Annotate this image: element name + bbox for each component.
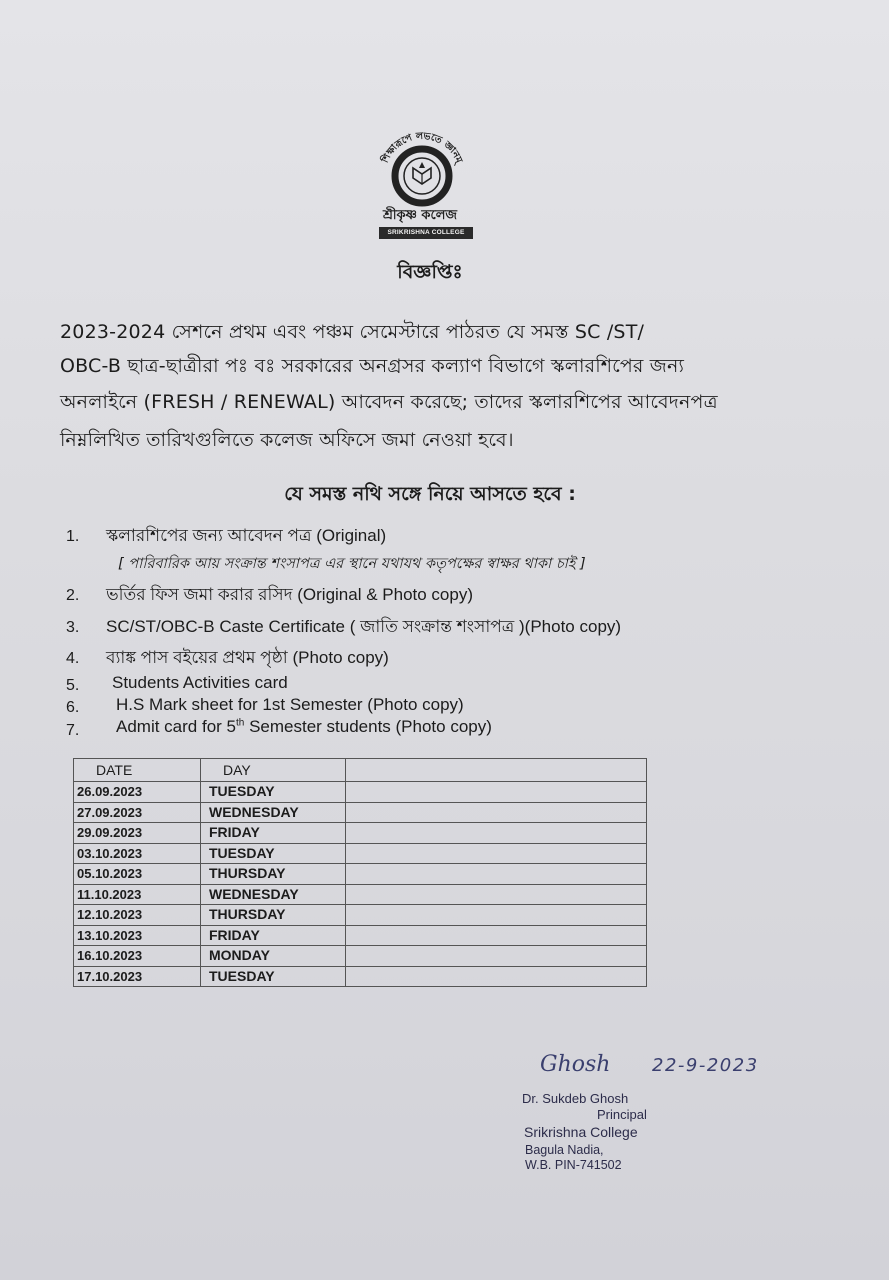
list-item-text-part: Admit card for 5 (116, 717, 236, 736)
list-item (66, 695, 464, 717)
signatory-institution: Srikrishna College (524, 1124, 638, 1140)
list-item (66, 585, 473, 605)
signatory-designation: Principal (597, 1107, 647, 1122)
signatory-pin: W.B. PIN-741502 (525, 1158, 622, 1172)
list-item (66, 617, 622, 637)
table-cell-date: 26.09.2023 (74, 782, 201, 803)
table-row (74, 864, 647, 885)
table-cell-day: FRIDAY (201, 925, 346, 946)
list-item-text: ভর্তির ফিস জমা করার রসিদ (Original & Photo copy) (106, 585, 473, 604)
list-item (66, 673, 288, 695)
list-item (66, 648, 389, 668)
notice-paragraph-line: নিম্নলিখিত তারিখগুলিতে কলেজ অফিসে জমা নেওয়া হবে। (60, 429, 514, 451)
table-row (74, 823, 647, 844)
list-item-number: 2. (66, 587, 80, 604)
list-item-text: স্কলারশিপের জন্য আবেদন পত্র (Original) (106, 526, 387, 545)
table-cell-blank (346, 884, 647, 905)
list-item-text: Students Activities card (112, 673, 288, 692)
table-cell-date: 17.10.2023 (74, 966, 201, 987)
list-item-number: 3. (66, 619, 80, 636)
list-item-text (116, 717, 492, 737)
table-cell-blank (346, 864, 647, 885)
notice-paragraph-line: 2023-2024 সেশনে প্রথম এবং পঞ্চম সেমেস্টারে পাঠরত যে সমস্ত SC /ST/ (60, 321, 645, 343)
table-row (74, 905, 647, 926)
notice-paragraph-line: OBC-B ছাত্র-ছাত্রীরা পঃ বঃ সরকারের অনগ্রসর কল্যাণ বিভাগে স্কলারশিপের জন্য (60, 355, 685, 377)
table-cell-date: 11.10.2023 (74, 884, 201, 905)
table-cell-blank (346, 782, 647, 803)
signature-date: 22-9-2023 (652, 1055, 759, 1076)
list-item-note: [ পারিবারিক আয় সংক্রান্ত শংসাপত্র এর স্থানে যথাযথ কতৃপক্ষের স্বাক্ষর থাকা চাই ] (118, 556, 586, 572)
list-item-text: H.S Mark sheet for 1st Semester (Photo copy) (116, 695, 464, 714)
schedule-table (73, 758, 647, 987)
table-cell-date: 16.10.2023 (74, 946, 201, 967)
signature: Ghosh (540, 1052, 611, 1077)
table-header-blank (346, 759, 647, 782)
list-item-superscript: th (236, 717, 245, 729)
table-cell-date: 05.10.2023 (74, 864, 201, 885)
table-row (74, 782, 647, 803)
table-cell-date: 29.09.2023 (74, 823, 201, 844)
table-cell-blank (346, 843, 647, 864)
table-header-row (74, 759, 647, 782)
table-cell-day: WEDNESDAY (201, 884, 346, 905)
table-cell-day: TUESDAY (201, 966, 346, 987)
signatory-address: Bagula Nadia, (525, 1143, 604, 1157)
table-cell-blank (346, 966, 647, 987)
table-cell-day: THURSDAY (201, 905, 346, 926)
table-row (74, 843, 647, 864)
signatory-name: Dr. Sukdeb Ghosh (522, 1091, 629, 1106)
logo-emblem-icon (395, 149, 449, 203)
list-item-number: 7. (66, 722, 80, 739)
table-cell-blank (346, 925, 647, 946)
list-item (66, 526, 387, 546)
table-row (74, 966, 647, 987)
list-item-text: ব্যাঙ্ক পাস বইয়ের প্রথম পৃষ্ঠা (Photo copy) (106, 648, 389, 667)
table-row (74, 802, 647, 823)
list-item-number: 4. (66, 650, 80, 667)
table-cell-date: 27.09.2023 (74, 802, 201, 823)
table-row (74, 925, 647, 946)
college-name-bengali: শ্রীকৃষ্ণ কলেজ (382, 208, 458, 223)
table-row (74, 884, 647, 905)
table-cell-date: 13.10.2023 (74, 925, 201, 946)
table-cell-day: TUESDAY (201, 782, 346, 803)
table-cell-date: 12.10.2023 (74, 905, 201, 926)
list-item-number: 1. (66, 528, 80, 545)
notice-heading: বিজ্ঞপ্তিঃ (397, 261, 463, 283)
table-cell-day: THURSDAY (201, 864, 346, 885)
table-cell-day: TUESDAY (201, 843, 346, 864)
list-item-text-part: Semester students (Photo copy) (244, 717, 492, 736)
table-header-date: DATE (74, 759, 201, 782)
table-cell-day: MONDAY (201, 946, 346, 967)
list-item-text: SC/ST/OBC-B Caste Certificate ( জাতি সংক্রান্ত শংসাপত্র )(Photo copy) (106, 617, 622, 636)
table-header-day: DAY (201, 759, 346, 782)
list-item-number: 5. (66, 677, 80, 694)
table-cell-day: FRIDAY (201, 823, 346, 844)
table-cell-date: 03.10.2023 (74, 843, 201, 864)
college-name-badge: SRIKRISHNA COLLEGE (379, 227, 473, 239)
list-item-number: 6. (66, 699, 80, 716)
table-cell-blank (346, 905, 647, 926)
table-cell-blank (346, 823, 647, 844)
table-row (74, 946, 647, 967)
documents-heading: যে সমস্ত নথি সঙ্গে নিয়ে আসতে হবে : (284, 483, 576, 505)
logo-arc-text: শিক্ষারূপে লভতে জ্ঞানম্ (379, 130, 465, 165)
table-cell-blank (346, 946, 647, 967)
table-cell-day: WEDNESDAY (201, 802, 346, 823)
table-cell-blank (346, 802, 647, 823)
notice-paragraph-line: অনলাইনে (FRESH / RENEWAL) আবেদন করেছে; তাদের স্কলারশিপের আবেদনপত্র (60, 391, 718, 413)
list-item (66, 717, 492, 740)
